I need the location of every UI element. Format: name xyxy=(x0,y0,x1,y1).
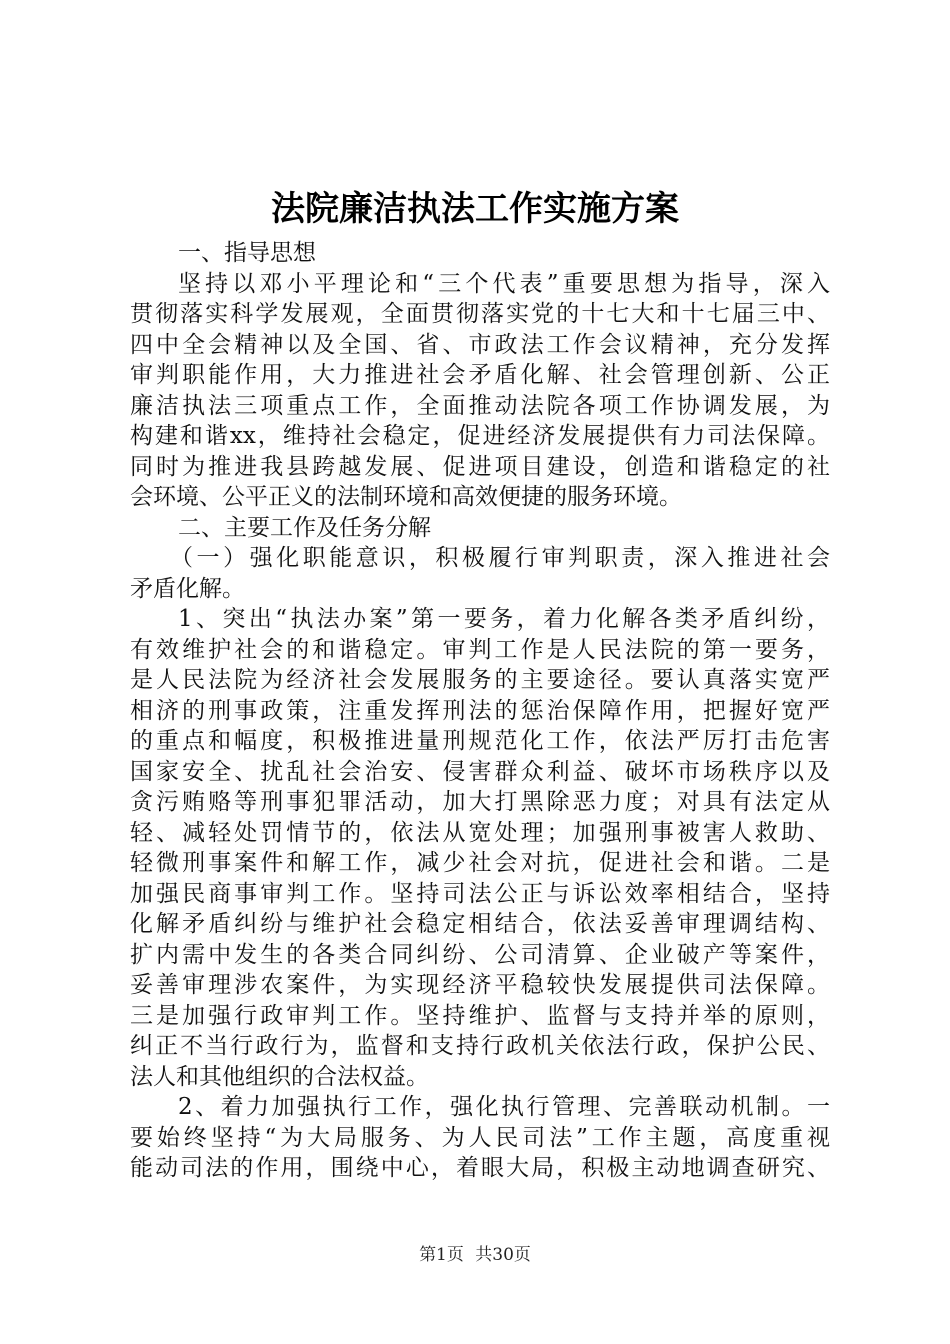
text-line: 是人民法院为经济社会发展服务的主要途径。要认真落实宽严 xyxy=(130,667,830,693)
text-line: 二、主要工作及任务分解 xyxy=(178,514,431,541)
text-line: 法人和其他组织的合法权益。 xyxy=(130,1063,429,1090)
text-line: 1、突出“执法办案”第一要务，着力化解各类矛盾纠纷， xyxy=(178,606,830,632)
text-line: （一）强化职能意识，积极履行审判职责，深入推进社会 xyxy=(170,545,830,571)
text-line: 坚持以邓小平理论和“三个代表”重要思想为指导，深入 xyxy=(178,270,830,297)
text-line: 四中全会精神以及全国、省、市政法工作会议精神，充分发挥 xyxy=(130,331,830,358)
text-line: 贯彻落实科学发展观，全面贯彻落实党的十七大和十七届三中、 xyxy=(130,301,830,327)
text-line: 三是加强行政审判工作。坚持维护、监督与支持并举的原则， xyxy=(130,1002,830,1029)
text-line: 纠正不当行政行为，监督和支持行政机关依法行政，保护公民、 xyxy=(130,1033,830,1059)
text-line: 能动司法的作用，围绕中心，着眼大局，积极主动地调查研究、 xyxy=(130,1155,830,1181)
text-line: 的重点和幅度，积极推进量刑规范化工作，依法严厉打击危害 xyxy=(130,728,830,754)
text-line: 审判职能作用，大力推进社会矛盾化解、社会管理创新、公正 xyxy=(130,362,830,388)
text-line: 要始终坚持“为大局服务、为人民司法”工作主题，高度重视 xyxy=(130,1124,830,1151)
page-footer xyxy=(0,1244,950,1266)
text-line: 一、指导思想 xyxy=(178,240,316,266)
text-line: 2、着力加强执行工作，强化执行管理、完善联动机制。一 xyxy=(178,1094,830,1120)
page-total: 共30页 xyxy=(475,1245,531,1265)
text-line: 扩内需中发生的各类合同纠纷、公司清算、企业破产等案件， xyxy=(130,941,830,968)
text-line: 相济的刑事政策，注重发挥刑法的惩治保障作用，把握好宽严 xyxy=(130,697,830,724)
text-line: 矛盾化解。 xyxy=(130,575,245,602)
page-number: 第1页 xyxy=(419,1245,464,1265)
text-line: 妥善审理涉农案件，为实现经济平稳较快发展提供司法保障。 xyxy=(130,972,830,998)
text-line: 会环境、公平正义的法制环境和高效便捷的服务环境。 xyxy=(130,484,682,510)
text-line: 有效维护社会的和谐稳定。审判工作是人民法院的第一要务， xyxy=(130,636,830,663)
text-line: 轻微刑事案件和解工作，减少社会对抗，促进社会和谐。二是 xyxy=(130,850,830,876)
text-line: 同时为推进我县跨越发展、促进项目建设，创造和谐稳定的社 xyxy=(130,453,830,480)
text-line: 加强民商事审判工作。坚持司法公正与诉讼效率相结合，坚持 xyxy=(130,880,830,907)
text-line: 化解矛盾纠纷与维护社会稳定相结合，依法妥善审理调结构、 xyxy=(130,911,830,937)
text-line: 贪污贿赂等刑事犯罪活动，加大打黑除恶力度；对具有法定从 xyxy=(130,789,830,815)
text-line: 国家安全、扰乱社会治安、侵害群众利益、破坏市场秩序以及 xyxy=(130,758,830,785)
document-title: 法院廉洁执法工作实施方案 xyxy=(271,189,679,229)
document-body xyxy=(130,238,830,1184)
text-line: 构建和谐xx，维持社会稳定，促进经济发展提供有力司法保障。 xyxy=(130,423,830,449)
text-line: 轻、减轻处罚情节的，依法从宽处理；加强刑事被害人救助、 xyxy=(130,819,830,846)
text-line: 廉洁执法三项重点工作，全面推动法院各项工作协调发展，为 xyxy=(130,392,830,419)
